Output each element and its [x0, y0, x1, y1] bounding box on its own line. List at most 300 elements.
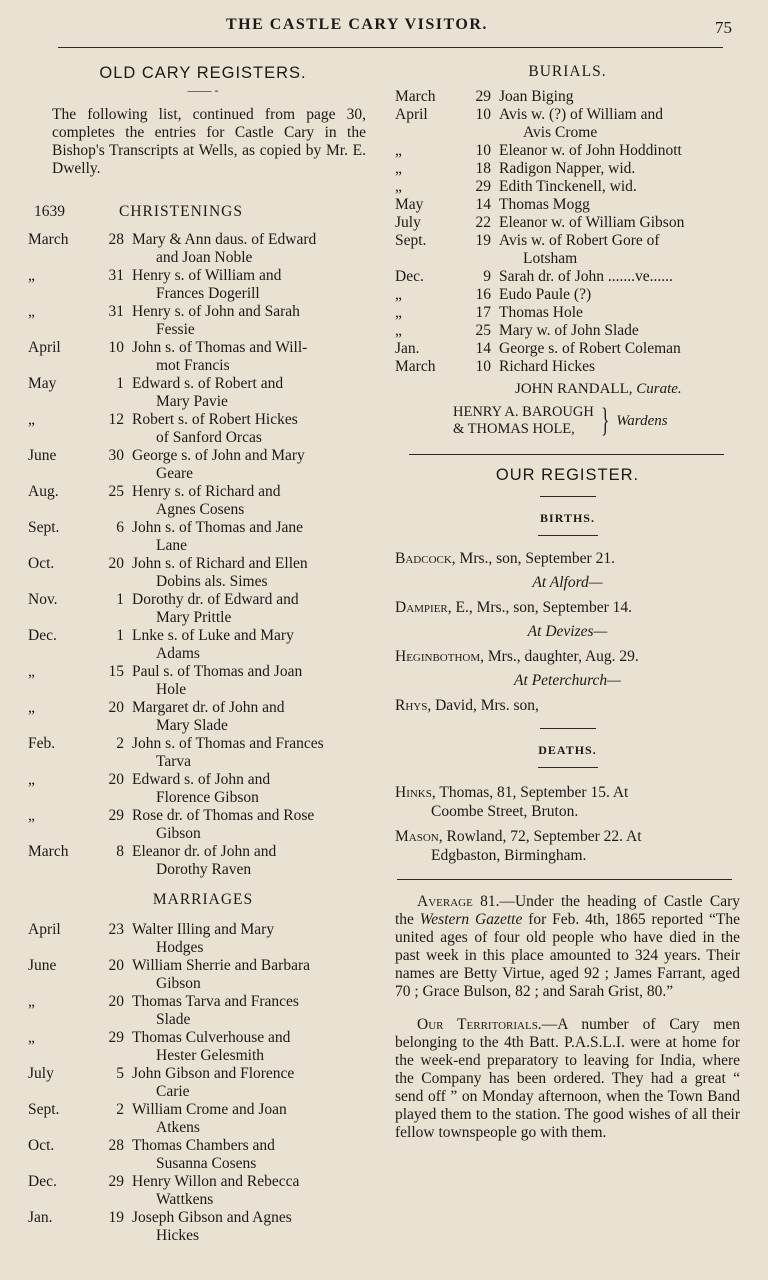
entry-line: Edith Tinckenell, wid.	[499, 178, 637, 195]
average-heading: Average 81.	[417, 893, 500, 910]
curate-name: JOHN RANDALL,	[515, 381, 633, 397]
birth-details: Mrs., son, September 21.	[459, 550, 615, 567]
christening-entry	[28, 231, 378, 267]
entry-line-cont: Hester Gelesmith	[156, 1047, 265, 1064]
entry-line-cont: Agnes Cosens	[156, 501, 245, 518]
curate-title: Curate.	[636, 381, 682, 397]
death-details-cont: Edgbaston, Birmingham.	[431, 847, 587, 864]
entry-month: „	[28, 993, 35, 1010]
entry-month: Sept.	[395, 232, 427, 249]
entry-line: Henry Willon and Rebecca	[132, 1173, 300, 1190]
entry-text	[491, 232, 740, 268]
entry-line: Joseph Gibson and Agnes	[132, 1209, 292, 1226]
marriage-entry	[28, 1209, 378, 1245]
entry-day: 22	[475, 214, 491, 231]
entry-month: Dec.	[395, 268, 424, 285]
christenings-heading-row	[28, 203, 378, 221]
header-rule	[58, 47, 723, 48]
entry-month: Feb.	[28, 735, 56, 752]
birth-place: At Alford—	[532, 574, 603, 591]
entry-text	[491, 304, 740, 322]
entry-month: „	[28, 303, 35, 320]
entry-text	[124, 375, 378, 411]
entry-line-cont: Fessie	[156, 321, 195, 338]
entry-month: „	[395, 178, 402, 195]
entry-month: March	[395, 88, 436, 105]
warden-1: HENRY A. BAROUGH	[453, 404, 594, 420]
entry-day: 25	[108, 483, 124, 500]
christening-entry	[28, 411, 378, 447]
entry-day: 19	[108, 1209, 124, 1226]
entry-month: Aug.	[28, 483, 59, 500]
entry-day: 25	[475, 322, 491, 339]
entry-month: „	[395, 142, 402, 159]
entry-day: 18	[475, 160, 491, 177]
entry-line-cont: Mary Prittle	[156, 609, 232, 626]
entry-month: Jan.	[395, 340, 420, 357]
death-details: Thomas, 81, September 15. At	[439, 784, 629, 801]
entry-day: 29	[475, 178, 491, 195]
entry-month: May	[395, 196, 424, 213]
entry-day: 23	[108, 921, 124, 938]
entry-line: Richard Hickes	[499, 358, 595, 375]
christening-entry	[28, 771, 378, 807]
christening-entry	[28, 555, 378, 591]
christening-entry	[28, 699, 378, 735]
birth-entry	[395, 647, 740, 666]
burial-entry	[395, 268, 740, 286]
death-surname: Hinks,	[395, 784, 436, 801]
entry-line: Henry s. of John and Sarah	[132, 303, 300, 320]
entry-line: Thomas Hole	[499, 304, 583, 321]
entry-text	[124, 771, 378, 807]
entry-month: „	[28, 1029, 35, 1046]
marriage-entry	[28, 993, 378, 1029]
entry-line: John s. of Thomas and Will-	[132, 339, 308, 356]
entry-day: 15	[108, 663, 124, 680]
entry-month: Dec.	[28, 627, 57, 644]
entry-line-cont: Dobins als. Simes	[156, 573, 268, 590]
wardens-block	[395, 404, 740, 438]
christening-entry	[28, 339, 378, 375]
marriage-entry	[28, 1065, 378, 1101]
entry-line: Edward s. of John and	[132, 771, 271, 788]
page-number: 75	[715, 18, 732, 37]
entry-month: „	[395, 322, 402, 339]
entry-month: April	[28, 339, 61, 356]
entry-day: 29	[108, 1029, 124, 1046]
marriages-list	[28, 921, 378, 1245]
entry-line: Thomas Culverhouse and	[132, 1029, 291, 1046]
birth-details: Mrs., daughter, Aug. 29.	[487, 648, 639, 665]
entry-day: 30	[108, 447, 124, 464]
entry-month: „	[28, 411, 35, 428]
entry-line: Eleanor w. of John Hoddinott	[499, 142, 682, 159]
entry-line: Mary & Ann daus. of Edward	[132, 231, 317, 248]
entry-month: March	[28, 843, 69, 860]
page-header	[0, 14, 768, 44]
entry-line-cont: Avis Crome	[523, 124, 598, 141]
rule	[538, 767, 598, 768]
entry-line: Lnke s. of Luke and Mary	[132, 627, 294, 644]
right-column	[395, 60, 740, 1142]
entry-text	[124, 1209, 378, 1245]
entry-day: 29	[475, 88, 491, 105]
entry-text	[124, 1065, 378, 1101]
entry-line-cont: mot Francis	[156, 357, 230, 374]
deaths-heading: DEATHS.	[538, 743, 597, 757]
entry-text	[124, 1029, 378, 1065]
entry-month: „	[28, 807, 35, 824]
entry-line-cont: Lane	[156, 537, 187, 554]
entry-line-cont: Gibson	[156, 825, 201, 842]
average-text-b: for Feb. 4th, 1865 reported “The united ages of four old people who have died in the past week in this place amounted to 324 years. Their names are Betty Virtue, aged 92 ; James Farrant, aged 70 ; Grace Bulson, 82 ; and Sarah Grist, 80.”	[395, 911, 741, 1000]
entry-text	[124, 447, 378, 483]
birth-surname: Heginbothom,	[395, 648, 485, 665]
christening-entry	[28, 735, 378, 771]
birth-details: David, Mrs. son,	[435, 697, 539, 714]
entry-day: 29	[108, 807, 124, 824]
entry-line-cont: Hole	[156, 681, 187, 698]
entry-text	[124, 591, 378, 627]
publication-title: THE CASTLE CARY VISITOR.	[226, 16, 488, 33]
entry-day: 16	[475, 286, 491, 303]
entry-line: George s. of John and Mary	[132, 447, 305, 464]
entry-day: 2	[116, 735, 124, 752]
entry-line: George s. of Robert Coleman	[499, 340, 681, 357]
entry-day: 10	[475, 106, 491, 123]
entry-text	[491, 214, 740, 232]
old-cary-registers-heading: OLD CARY REGISTERS.	[99, 64, 307, 82]
christening-entry	[28, 267, 378, 303]
entry-day: 14	[475, 340, 491, 357]
birth-place: At Devizes—	[527, 623, 608, 640]
entry-day: 29	[108, 1173, 124, 1190]
entry-line: Avis w. (?) of William and	[499, 106, 663, 123]
burial-entry	[395, 232, 740, 268]
entry-line-cont: Geare	[156, 465, 193, 482]
entry-line: Robert s. of Robert Hickes	[132, 411, 298, 428]
average-paragraph	[395, 893, 740, 1001]
birth-surname: Badcock,	[395, 550, 456, 567]
christening-entry	[28, 627, 378, 663]
entry-text	[491, 196, 740, 214]
rule	[538, 535, 598, 536]
entry-text	[491, 286, 740, 304]
death-details-cont: Coombe Street, Bruton.	[431, 803, 579, 820]
birth-entry	[395, 598, 740, 617]
entry-line-cont: Susanna Cosens	[156, 1155, 257, 1172]
entry-line-cont: and Joan Noble	[156, 249, 253, 266]
entry-line: William Sherrie and Barbara	[132, 957, 310, 974]
entry-text	[491, 178, 740, 196]
births-heading: BIRTHS.	[540, 511, 595, 525]
marriage-entry	[28, 921, 378, 957]
entry-line: Margaret dr. of John and	[132, 699, 285, 716]
entry-month: Oct.	[28, 555, 55, 572]
entry-month: „	[395, 286, 402, 303]
death-entry	[395, 783, 740, 821]
entry-day: 19	[475, 232, 491, 249]
entry-month: „	[28, 699, 35, 716]
christening-entry	[28, 447, 378, 483]
entry-day: 12	[108, 411, 124, 428]
entry-day: 2	[116, 1101, 124, 1118]
entry-day: 1	[116, 591, 124, 608]
entry-line: Eleanor dr. of John and	[132, 843, 277, 860]
christening-entry	[28, 519, 378, 555]
entry-month: Dec.	[28, 1173, 57, 1190]
entry-text	[491, 88, 740, 106]
year-label: 1639	[34, 203, 65, 220]
entry-line: Avis w. of Robert Gore of	[499, 232, 660, 249]
burial-entry	[395, 160, 740, 178]
entry-line: Henry s. of William and	[132, 267, 282, 284]
entry-day: 20	[108, 555, 124, 572]
left-column	[28, 60, 378, 1245]
christening-entry	[28, 375, 378, 411]
marriage-entry	[28, 957, 378, 993]
entry-line: Eudo Paule (?)	[499, 286, 592, 303]
entry-day: 28	[108, 1137, 124, 1154]
entry-line: Dorothy dr. of Edward and	[132, 591, 299, 608]
entry-day: 8	[116, 843, 124, 860]
intro-paragraph: The following list, continued from page 30, completes the entries for Castle Cary in the Bishop's Transcripts at Wells, as copied by Mr. E. Dwelly.	[52, 106, 366, 177]
burial-entry	[395, 214, 740, 232]
wardens-names	[453, 404, 594, 438]
wardens-label: Wardens	[616, 412, 668, 429]
warden-2: & THOMAS HOLE,	[453, 421, 575, 437]
death-surname: Mason,	[395, 828, 443, 845]
burial-entry	[395, 196, 740, 214]
birth-details: E., Mrs., son, September 14.	[455, 599, 633, 616]
entry-month: July	[395, 214, 421, 231]
birth-entry	[395, 696, 740, 715]
entry-text	[124, 267, 378, 303]
entry-text	[124, 483, 378, 519]
entry-month: March	[395, 358, 436, 375]
entry-day: 9	[483, 268, 491, 285]
entry-text	[124, 807, 378, 843]
entry-day: 17	[475, 304, 491, 321]
burial-entry	[395, 286, 740, 304]
entry-day: 14	[475, 196, 491, 213]
entry-text	[124, 1173, 378, 1209]
entry-line: Walter Illing and Mary	[132, 921, 275, 938]
section-rule	[397, 879, 732, 880]
entry-day: 20	[108, 993, 124, 1010]
entry-day: 1	[116, 375, 124, 392]
entry-month: March	[28, 231, 69, 248]
christening-entry	[28, 303, 378, 339]
newspaper-title: Western Gazette	[419, 911, 523, 928]
entry-text	[124, 1101, 378, 1137]
burial-entry	[395, 178, 740, 196]
entry-line: Eleanor w. of William Gibson	[499, 214, 685, 231]
heading-ornament: —— -	[187, 83, 219, 97]
burial-entry	[395, 142, 740, 160]
entry-month: April	[28, 921, 61, 938]
entry-line-cont: Lotsham	[523, 250, 578, 267]
marriage-entry	[28, 1029, 378, 1065]
entry-month: „	[395, 160, 402, 177]
territorials-text: —A number of Cary men belonging to the 4th Batt. P.A.S.L.I. were at home for the week-end preparatory to leaving for India, where the Company has been ordered. They had a great “ send off ” on Monday afternoon, when the Town Band played them to the station. The good wishes of all their fellow townspeople go with them.	[395, 1016, 740, 1141]
entry-line: Paul s. of Thomas and Joan	[132, 663, 303, 680]
entry-line: Henry s. of Richard and	[132, 483, 281, 500]
rule	[540, 728, 596, 729]
entry-month: Nov.	[28, 591, 58, 608]
entry-day: 31	[108, 267, 124, 284]
entry-text	[124, 699, 378, 735]
burial-entry	[395, 358, 740, 376]
entry-line-cont: Gibson	[156, 975, 201, 992]
territorials-paragraph	[395, 1016, 740, 1142]
entry-month: „	[395, 304, 402, 321]
entry-text	[124, 957, 378, 993]
entry-month: May	[28, 375, 57, 392]
burials-list	[395, 88, 740, 376]
christening-entry	[28, 591, 378, 627]
entry-line: John Gibson and Florence	[132, 1065, 295, 1082]
christening-entry	[28, 483, 378, 519]
entry-month: Sept.	[28, 519, 60, 536]
death-details: Rowland, 72, September 22. At	[446, 828, 642, 845]
entry-line-cont: Atkens	[156, 1119, 200, 1136]
average-text-a: —Under the heading of Castle Cary the	[395, 893, 740, 928]
entry-text	[124, 735, 378, 771]
entry-text	[124, 921, 378, 957]
wardens-brace: }	[600, 402, 610, 439]
christening-entry	[28, 663, 378, 699]
christening-entry	[28, 843, 378, 879]
christening-entry	[28, 807, 378, 843]
entry-line: John s. of Richard and Ellen	[132, 555, 308, 572]
entry-month: June	[28, 957, 57, 974]
entry-month: June	[28, 447, 57, 464]
entry-month: Sept.	[28, 1101, 60, 1118]
entry-line: Joan Biging	[499, 88, 574, 105]
entry-line-cont: Wattkens	[156, 1191, 214, 1208]
entry-day: 28	[108, 231, 124, 248]
entry-line-cont: Slade	[156, 1011, 191, 1028]
entry-text	[124, 663, 378, 699]
entry-text	[124, 519, 378, 555]
entry-text	[124, 843, 378, 879]
burial-entry	[395, 322, 740, 340]
entry-day: 31	[108, 303, 124, 320]
entry-month: Jan.	[28, 1209, 53, 1226]
birth-surname: Rhys,	[395, 697, 432, 714]
entry-line: John s. of Thomas and Frances	[132, 735, 324, 752]
entry-day: 6	[116, 519, 124, 536]
entry-month: July	[28, 1065, 54, 1082]
section-rule	[409, 454, 724, 455]
marriages-heading: MARRIAGES	[152, 891, 254, 908]
entry-day: 10	[108, 339, 124, 356]
burial-entry	[395, 106, 740, 142]
birth-place: At Peterchurch—	[514, 672, 621, 689]
entry-line-cont: Tarva	[156, 753, 192, 770]
marriage-entry	[28, 1101, 378, 1137]
entry-month: „	[28, 267, 35, 284]
entry-line-cont: Florence Gibson	[156, 789, 259, 806]
christenings-list	[28, 231, 378, 879]
marriage-entry	[28, 1137, 378, 1173]
entry-line-cont: Hickes	[156, 1227, 200, 1244]
entry-text	[124, 993, 378, 1029]
entry-text	[124, 231, 378, 267]
entry-text	[124, 1137, 378, 1173]
entry-text	[491, 160, 740, 178]
entry-text	[491, 268, 740, 286]
entry-text	[491, 358, 740, 376]
entry-line-cont: Mary Slade	[156, 717, 228, 734]
entry-month: „	[28, 663, 35, 680]
burials-heading: BURIALS.	[528, 63, 607, 80]
marriage-entry	[28, 1173, 378, 1209]
entry-text	[124, 411, 378, 447]
entry-line-cont: of Sanford Orcas	[156, 429, 262, 446]
entry-text	[124, 339, 378, 375]
entry-month: „	[28, 771, 35, 788]
burial-entry	[395, 304, 740, 322]
death-entry	[395, 827, 740, 865]
entry-text	[491, 340, 740, 358]
curate-line	[395, 381, 740, 398]
entry-line: Radigon Napper, wid.	[499, 160, 636, 177]
burial-entry	[395, 88, 740, 106]
our-register-heading: OUR REGISTER.	[495, 466, 640, 484]
entry-month: April	[395, 106, 428, 123]
entry-text	[491, 106, 740, 142]
entry-text	[124, 303, 378, 339]
entry-line: Mary w. of John Slade	[499, 322, 639, 339]
entry-line-cont: Mary Pavie	[156, 393, 228, 410]
entry-line: Thomas Mogg	[499, 196, 590, 213]
birth-entry	[395, 549, 740, 568]
entry-text	[491, 142, 740, 160]
entry-line: Rose dr. of Thomas and Rose	[132, 807, 315, 824]
entry-line-cont: Frances Dogerill	[156, 285, 260, 302]
entry-line-cont: Adams	[156, 645, 200, 662]
entry-line-cont: Dorothy Raven	[156, 861, 252, 878]
entry-line: Thomas Tarva and Frances	[132, 993, 299, 1010]
entry-day: 10	[475, 358, 491, 375]
entry-text	[124, 627, 378, 663]
entry-month: Oct.	[28, 1137, 55, 1154]
entry-day: 20	[108, 957, 124, 974]
entry-day: 1	[116, 627, 124, 644]
entry-text	[124, 555, 378, 591]
entry-line-cont: Carie	[156, 1083, 190, 1100]
entry-day: 20	[108, 771, 124, 788]
birth-surname: Dampier,	[395, 599, 452, 616]
territorials-heading: Our Territorials.	[417, 1016, 542, 1033]
entry-line: Thomas Chambers and	[132, 1137, 275, 1154]
burial-entry	[395, 340, 740, 358]
entry-line: William Crome and Joan	[132, 1101, 287, 1118]
christenings-heading: CHRISTENINGS	[119, 203, 243, 220]
entry-line-cont: Hodges	[156, 939, 204, 956]
entry-line: John s. of Thomas and Jane	[132, 519, 304, 536]
entry-day: 20	[108, 699, 124, 716]
entry-line: Edward s. of Robert and	[132, 375, 284, 392]
entry-line: Sarah dr. of John .......ve......	[499, 268, 673, 285]
entry-text	[491, 322, 740, 340]
entry-day: 10	[475, 142, 491, 159]
entry-day: 5	[116, 1065, 124, 1082]
rule	[540, 496, 596, 497]
